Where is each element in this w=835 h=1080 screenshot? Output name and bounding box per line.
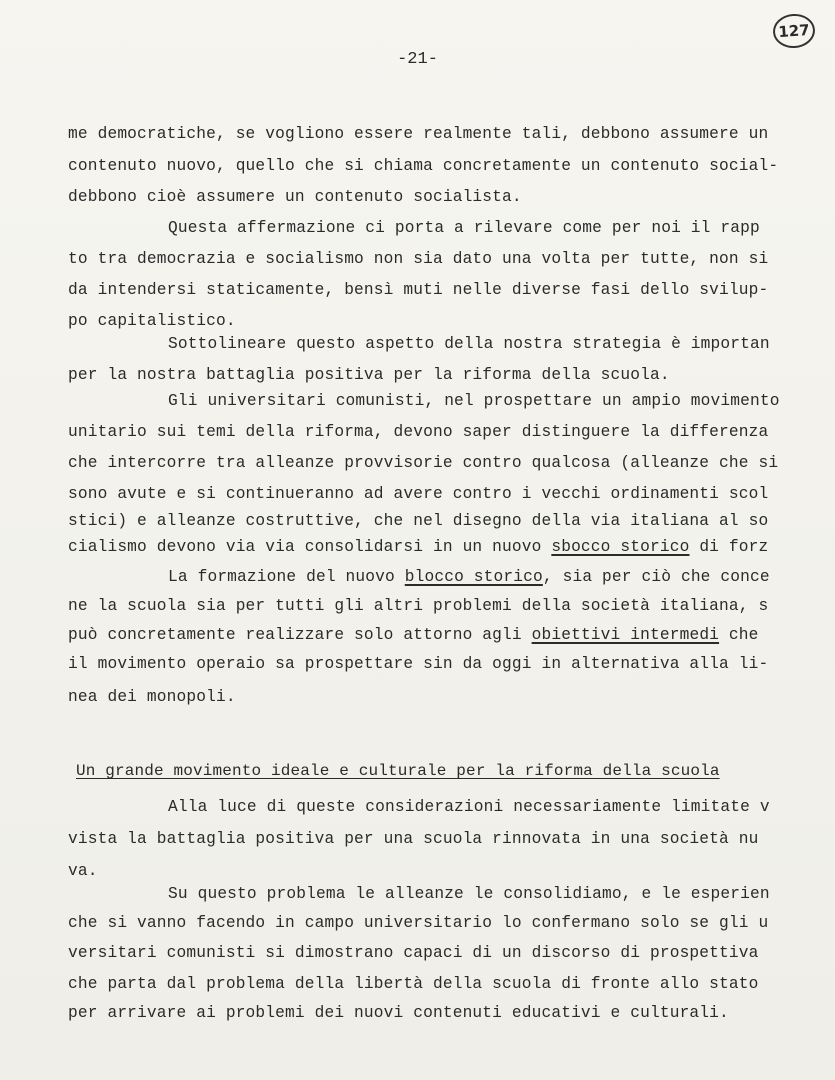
archive-watermark (0, 970, 150, 1040)
body-line: va. (68, 862, 98, 880)
body-line: stici) e alleanze costruttive, che nel disegno della via italiana al so (68, 512, 769, 530)
body-line: che intercorre tra alleanze provvisorie contro qualcosa (alleanze che si (68, 454, 779, 472)
body-line (68, 568, 770, 586)
body-line-text: , sia per ciò che conce (542, 568, 770, 586)
body-line: per arrivare ai problemi dei nuovi contenuti educativi e culturali. (68, 1004, 729, 1022)
body-line-text: può concretamente realizzare solo attorno agli (68, 626, 532, 644)
body-line: nea dei monopoli. (68, 688, 236, 706)
section-heading-text: Un grande movimento ideale e culturale per la riforma della scuola (76, 762, 720, 780)
body-line-text: che (719, 626, 759, 644)
body-line (68, 538, 768, 556)
underlined-term: sbocco storico (551, 538, 690, 556)
body-line: ne la scuola sia per tutti gli altri problemi della società italiana, s (68, 597, 769, 615)
body-line: da intendersi staticamente, bensì muti nelle diverse fasi dello svilup- (68, 281, 769, 299)
body-line-text: cialismo devono via via consolidarsi in un nuovo (68, 538, 552, 556)
body-line: vista la battaglia positiva per una scuola rinnovata in una società nu (68, 830, 759, 848)
body-line: Sottolineare questo aspetto della nostra strategia è importan (168, 335, 770, 353)
underlined-term: blocco storico (404, 568, 543, 586)
body-line: che si vanno facendo in campo universitario lo confermano solo se gli u (68, 914, 769, 932)
archive-number-stamp: 127 (772, 13, 816, 50)
body-line: Questa affermazione ci porta a rilevare come per noi il rapp (168, 219, 760, 237)
section-heading (76, 762, 720, 780)
body-line: Su questo problema le alleanze le consolidiamo, e le esperien (168, 885, 770, 903)
body-line: contenuto nuovo, quello che si chiama concretamente un contenuto social- (68, 157, 779, 175)
body-line: Gli universitari comunisti, nel prospettare un ampio movimento (168, 392, 780, 410)
body-line: sono avute e si continueranno ad avere contro i vecchi ordinamenti scol (68, 485, 769, 503)
body-line: Alla luce di queste considerazioni necessariamente limitate v (168, 798, 770, 816)
body-line: il movimento operaio sa prospettare sin da oggi in alternativa alla li- (68, 655, 769, 673)
body-line: po capitalistico. (68, 312, 236, 330)
body-line: che parta dal problema della libertà della scuola di fronte allo stato (68, 975, 759, 993)
body-line (68, 626, 759, 644)
body-line: unitario sui temi della riforma, devono saper distinguere la differenza (68, 423, 769, 441)
body-line: debbono cioè assumere un contenuto socialista. (68, 188, 522, 206)
body-line: me democratiche, se vogliono essere realmente tali, debbono assumere un (68, 125, 769, 143)
body-line-text: La formazione del nuovo (168, 568, 405, 586)
body-line: per la nostra battaglia positiva per la riforma della scuola. (68, 366, 670, 384)
body-line: to tra democrazia e socialismo non sia dato una volta per tutte, non si (68, 250, 769, 268)
page-number: -21- (397, 50, 438, 69)
underlined-term: obiettivi intermedi (531, 626, 720, 644)
body-line: versitari comunisti si dimostrano capaci di un discorso di prospettiva (68, 944, 759, 962)
body-line-text: di forz (689, 538, 769, 556)
